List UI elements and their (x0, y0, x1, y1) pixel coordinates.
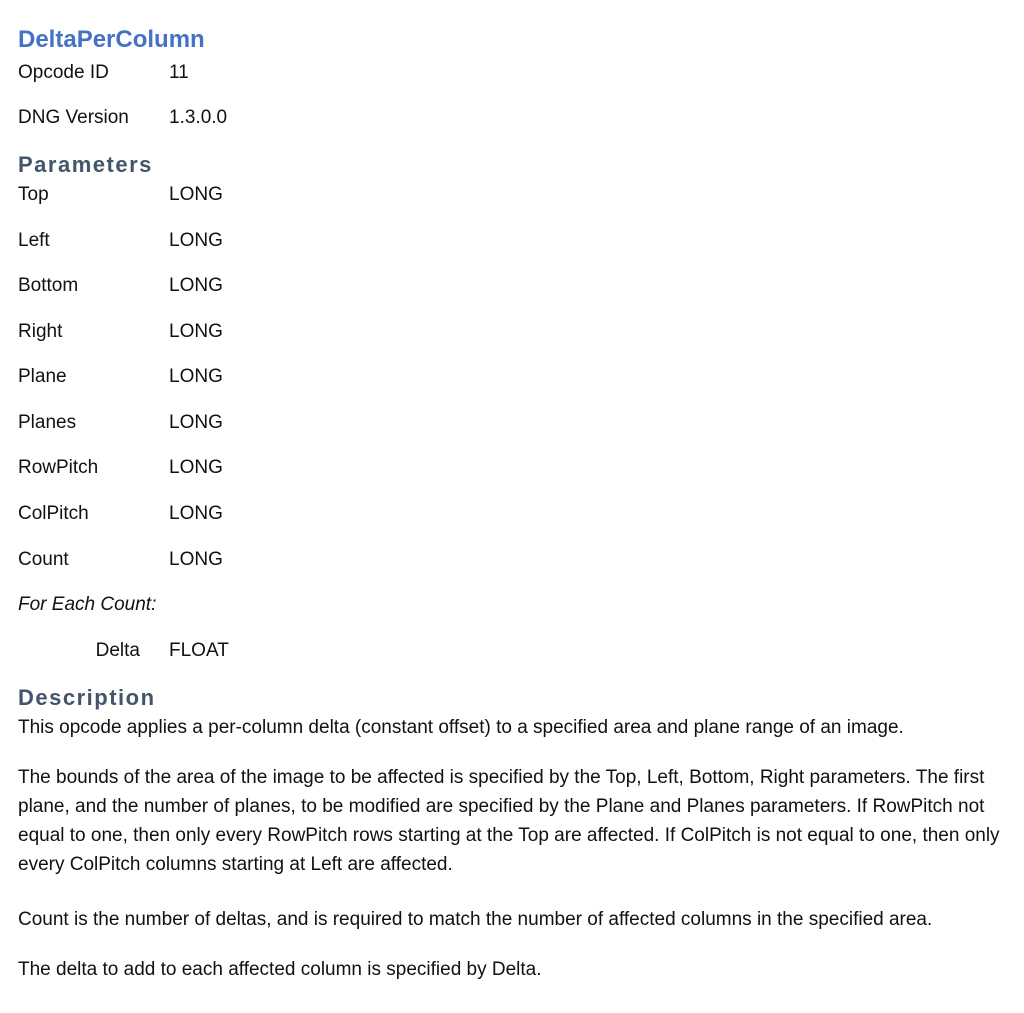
parameter-type: LONG (169, 412, 223, 433)
parameter-name: Planes (18, 412, 77, 433)
opcode-id-value: 11 (169, 62, 189, 83)
sub-parameter-name: Delta (95, 640, 140, 661)
dng-version-value: 1.3.0.0 (169, 107, 228, 128)
parameter-type: LONG (169, 275, 223, 296)
sub-parameter-type: FLOAT (169, 640, 229, 661)
parameters-heading: Parameters (18, 152, 153, 177)
parameter-type: LONG (169, 549, 223, 570)
parameter-name: Bottom (18, 275, 79, 296)
parameter-type: LONG (169, 503, 223, 524)
description-paragraph: Count is the number of deltas, and is required to match the number of affected columns in the specified area. (18, 909, 933, 930)
parameter-type: LONG (169, 184, 223, 205)
for-each-count-label: For Each Count: (18, 594, 157, 615)
parameter-type: LONG (169, 366, 223, 387)
opcode-id-label: Opcode ID (18, 62, 109, 83)
parameter-name: ColPitch (18, 503, 89, 524)
description-paragraph: The bounds of the area of the image to be affected is specified by the Top, Left, Bottom, Right parameters. The first plane, and the number of planes, to be modified are specified by the Plane and Planes parameters. If RowPitch not equal to one, then only every RowPitch rows starting at the Top are affected. If ColPitch is not equal to one, then only every ColPitch columns starting at Left are affected. (18, 767, 1000, 875)
parameter-type: LONG (169, 230, 223, 251)
parameter-type: LONG (169, 457, 223, 478)
description-heading: Description (18, 685, 156, 710)
parameter-name: Count (18, 549, 69, 570)
parameter-name: RowPitch (18, 457, 99, 478)
dng-version-label: DNG Version (18, 107, 129, 128)
parameter-name: Top (18, 184, 49, 205)
parameter-type: LONG (169, 321, 223, 342)
page-title: DeltaPerColumn (18, 26, 205, 53)
parameter-name: Left (18, 230, 50, 251)
parameter-name: Right (18, 321, 63, 342)
description-paragraph: The delta to add to each affected column is specified by Delta. (18, 959, 542, 980)
description-paragraph: This opcode applies a per-column delta (constant offset) to a specified area and plane range of an image. (18, 717, 904, 738)
parameter-name: Plane (18, 366, 67, 387)
